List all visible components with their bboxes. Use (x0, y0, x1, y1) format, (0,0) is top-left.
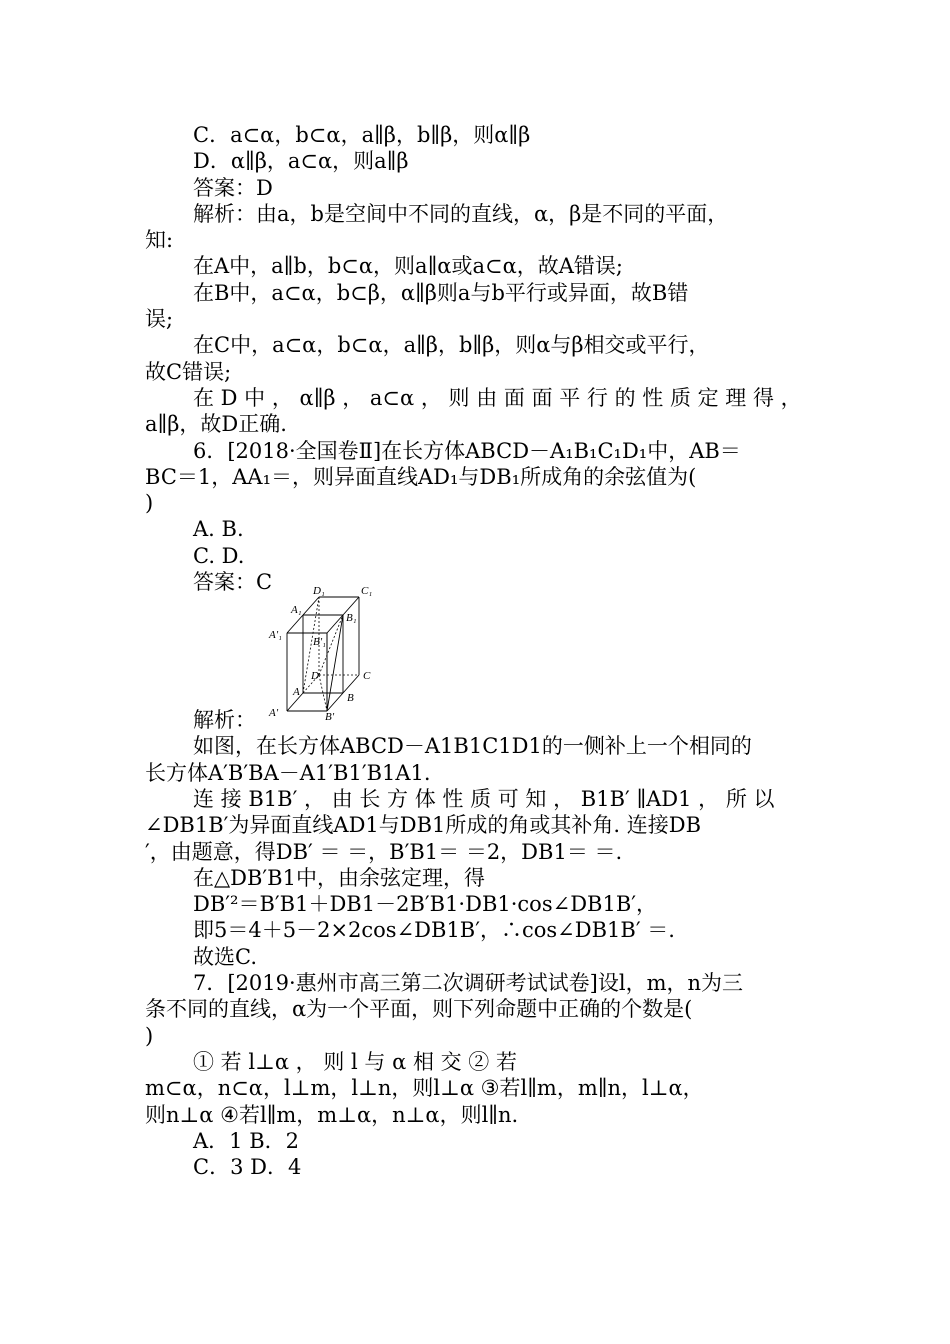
label-b-prime: B′ (325, 711, 335, 721)
text-line: 在A中，a∥b，b⊂α，则a∥α或a⊂α，故A错误; (193, 254, 623, 279)
question-7-line: 条不同的直线，α为一个平面，则下列命题中正确的个数是( (145, 997, 693, 1022)
question-7-line: 7．[2019·惠州市高三第二次调研考试试卷]设l，m，n为三 (193, 971, 744, 996)
options-ab-line: A．1 B．2 (193, 1128, 299, 1153)
text-line: 在C中，a⊂α，b⊂α，a∥β，b∥β，则α与β相交或平行， (193, 333, 710, 358)
text-line: 在△DB′B1中，由余弦定理，得 (193, 865, 485, 890)
text-line: 故C错误; (145, 359, 232, 384)
label-b1-prime: B′₁ (313, 636, 326, 649)
label-c: C (363, 670, 371, 683)
text-line: ′，由题意，得DB′ ＝ ＝，B′B1＝ ＝2，DB1＝ ＝. (145, 839, 623, 864)
option-c-line: C．a⊂α，b⊂α，a∥β，b∥β，则α∥β (193, 123, 531, 147)
proposition-line: 则n⊥α ④若l∥m，m⊥α，n⊥α，则l∥n. (145, 1102, 519, 1127)
option-d-line: D．α∥β，a⊂α，则a∥β (193, 149, 409, 174)
equation-line: DB′²＝B′B1＋DB1－2B′B1·DB1·cos∠DB1B′， (193, 892, 658, 917)
options-ab-line: A. B. (193, 517, 244, 542)
label-a-prime: A′ (269, 707, 279, 720)
label-a: A (293, 686, 300, 699)
label-d: D (311, 670, 319, 683)
label-b1: B₁ (346, 612, 357, 625)
question-6-line: BC＝1，AA₁＝，则异面直线AD₁与DB₁所成角的余弦值为( (145, 464, 697, 489)
text-line: 误; (145, 307, 174, 332)
figure-row (145, 585, 810, 733)
label-b: B (347, 692, 354, 705)
label-d1: D₁ (313, 585, 325, 598)
text-line: 如图，在长方体ABCD－A1B1C1D1的一侧补上一个相同的 (193, 734, 752, 759)
answer-line: 答案：C (193, 570, 273, 595)
cuboid-figure (263, 585, 383, 720)
analysis-line: 解析：由a，b是空间中不同的直线，α，β是不同的平面， (193, 201, 729, 226)
options-cd-line: C. D. (193, 543, 245, 568)
text-line: 长方体A′B′BA－A1′B1′B1A1. (145, 760, 431, 785)
answer-line: 答案：D (193, 175, 273, 200)
label-a1-prime: A′₁ (269, 629, 282, 642)
text-line: 知: (145, 228, 174, 253)
options-cd-line: C．3 D．4 (193, 1155, 302, 1180)
analysis-label: 解析： (193, 708, 256, 733)
proposition-line: ① 若 l⊥α ， 则 l 与 α 相 交 ② 若 (193, 1049, 517, 1074)
proposition-line: m⊂α，n⊂α，l⊥m，l⊥n，则l⊥α ③若l∥m，m∥n，l⊥α， (145, 1076, 704, 1101)
text-line: 连 接 B1B′ ， 由 长 方 体 性 质 可 知 ， B1B′ ∥AD1 ， 所 以 (193, 786, 775, 811)
label-a1: A₁ (291, 604, 302, 617)
text-line: 在 D 中 ， α∥β ， a⊂α ， 则 由 面 面 平 行 的 性 质 定 理 得 ， (193, 385, 802, 410)
label-c1: C₁ (361, 585, 373, 598)
question-6-line: 6．[2018·全国卷Ⅱ]在长方体ABCD－A₁B₁C₁D₁中，AB＝ (193, 438, 741, 463)
text-line: 故选C. (193, 944, 257, 969)
text-line: 在B中，a⊂α，b⊂β，α∥β则a与b平行或异面，故B错 (193, 280, 689, 305)
question-7-line: ) (145, 1023, 154, 1048)
text-line: ∠DB1B′为异面直线AD1与DB1所成的角或其补角. 连接DB (145, 813, 702, 838)
text-line: a∥β，故D正确. (145, 412, 287, 437)
question-6-line: ) (145, 491, 154, 516)
document-body (145, 122, 810, 1180)
equation-line: 即5＝4＋5－2×2cos∠DB1B′，∴cos∠DB1B′ ＝. (193, 918, 675, 943)
